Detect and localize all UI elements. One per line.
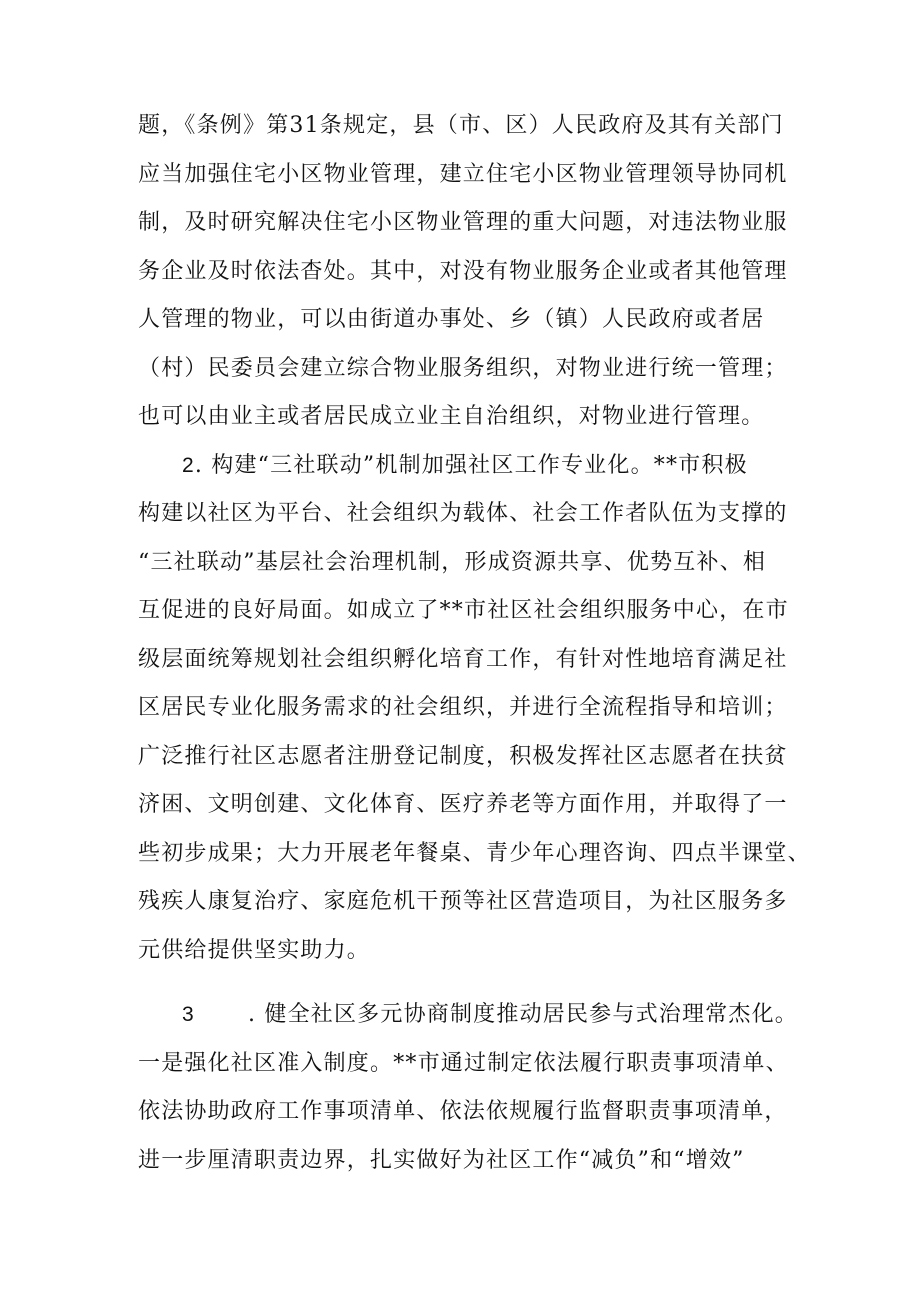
- item-number: 3: [182, 1003, 195, 1026]
- paragraph-3: [138, 991, 798, 1185]
- text-line: 人管理的物业，可以由街道办事处、乡（镇）人民政府或者居: [138, 307, 765, 332]
- text-line: 级层面统筹规划社会组织孵化培育工作，有针对性地培育满足社: [138, 646, 788, 672]
- text-line: 务企业及时依法杳处。其中，对没有物业服务企业或者其他管理: [138, 258, 788, 284]
- item-number: 2: [182, 453, 195, 477]
- text-line: 制，及时研究解决住宅小区物业管理的重大问题，对违法物业服: [138, 210, 788, 235]
- text-line: “三社联动”基层社会治理机制，形成资源共享、优势互补、相: [138, 549, 767, 575]
- text-line: 些初步成果；大力开展老年餐桌、青少年心理咨询、四点半课堂、: [138, 840, 811, 866]
- text-line: 构建以社区为平台、社会组织为载体、社会工作者队伍为支撑的: [138, 501, 788, 526]
- text-line: 应当加强住宅小区物业管理，建立住宅小区物业管理领导协同机: [138, 161, 788, 187]
- text-line: 互促进的良好局面。如成立了**市社区社会组织服务中心，在市: [138, 598, 789, 623]
- paragraph-spacer: [138, 975, 788, 991]
- paragraph-2: [138, 442, 811, 976]
- text-line: 元供给提供坚实助力。: [138, 937, 371, 963]
- document-page: [138, 102, 811, 1185]
- heading-text: . 构建“三社联动”机制加强社区工作专业化。**市积极: [194, 452, 748, 478]
- text-line: 一是强化社区准入制度。**市通过制定依法履行职责事项清单、: [138, 1050, 789, 1076]
- text-line: 也可以由业主或者居民成立业主自治组织，对物业进行管理。: [138, 404, 765, 429]
- paragraph-heading-line: [138, 991, 798, 1040]
- text-line: 区居民专业化服务需求的社会组织，并进行全流程指导和培训；: [138, 695, 788, 720]
- paragraph-1: [138, 102, 788, 442]
- text-line: 进一步厘清职责边界，扎实做好为社区工作“减负”和“增效”: [138, 1147, 745, 1173]
- text-line: 题，《条例》第31条规定，县（市、区）人民政府及其有关部门: [138, 113, 784, 138]
- text-line: 残疾人康复治疗、家庭危机干预等社区营造项目，为社区服务多: [138, 889, 788, 914]
- text-line: 依法协助政府工作事项清单、依法依规履行监督职责事项清单，: [138, 1099, 788, 1124]
- text-line: 济困、文明创建、文化体育、医疗养老等方面作用，并取得了一: [138, 792, 788, 817]
- text-line: 广泛推行社区志愿者注册登记制度，积极发挥社区志愿者在扶贫: [138, 743, 788, 769]
- text-line: （村）民委员会建立综合物业服务组织，对物业进行统一管理；: [138, 355, 788, 381]
- heading-text: . 健全社区多元协商制度推动居民参与式治理常杰化。: [248, 1002, 798, 1027]
- paragraph-heading-line: [138, 442, 788, 491]
